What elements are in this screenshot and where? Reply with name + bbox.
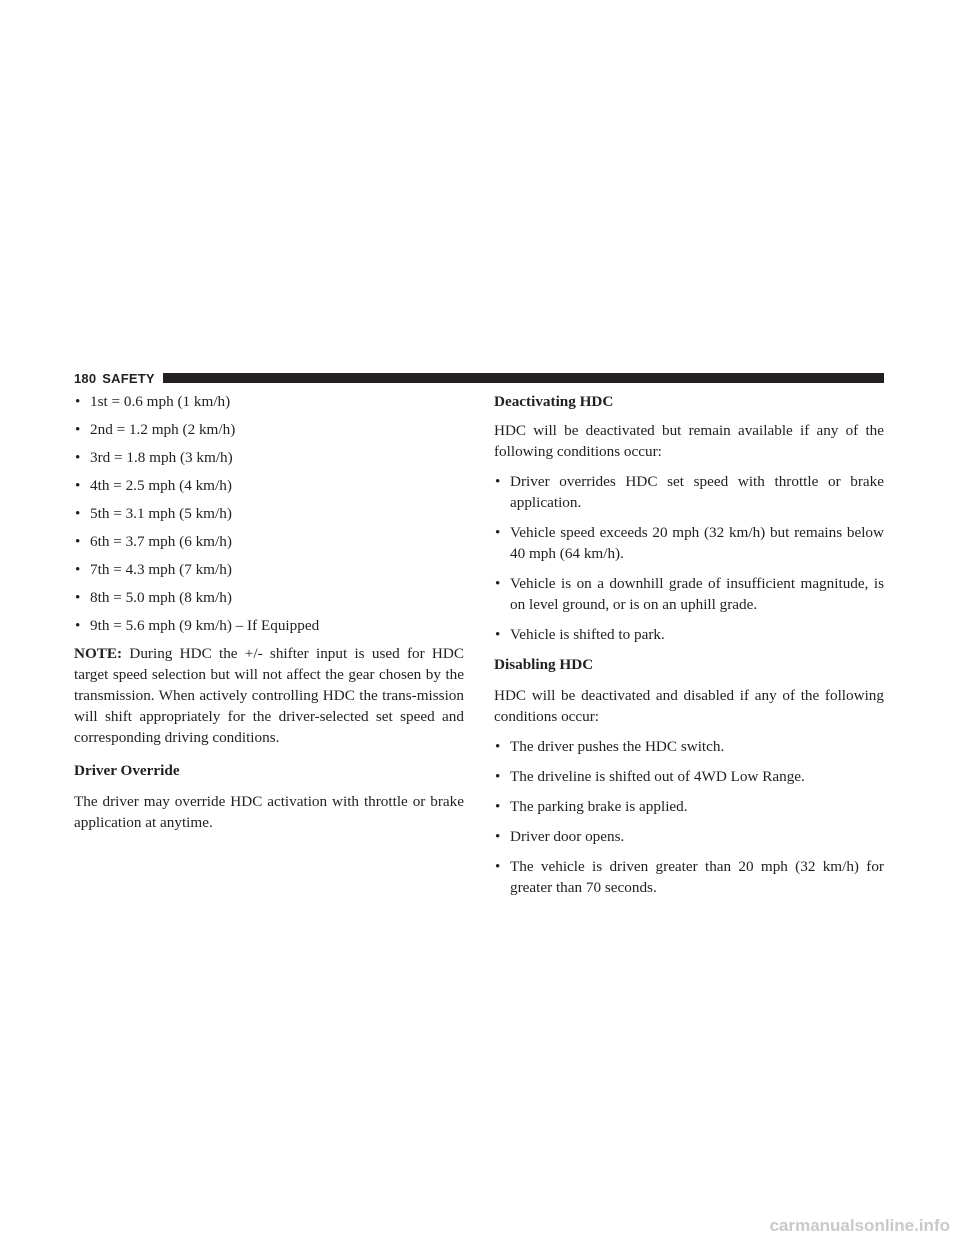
list-item: • The driver pushes the HDC switch. — [494, 736, 884, 757]
list-item: • 5th = 3.1 mph (5 km/h) — [74, 503, 464, 524]
list-item: • 7th = 4.3 mph (7 km/h) — [74, 559, 464, 580]
list-item: • Vehicle is on a downhill grade of insufficient magnitude, is on level ground, or is on an uphill grade. — [494, 573, 884, 615]
list-item: • The driveline is shifted out of 4WD Low Range. — [494, 766, 884, 787]
list-item: • Driver overrides HDC set speed with throttle or brake application. — [494, 471, 884, 513]
page-number: 180 — [74, 370, 97, 386]
list-item: • 6th = 3.7 mph (6 km/h) — [74, 531, 464, 552]
deactivating-intro: HDC will be deactivated but remain available if any of the following conditions occur: — [494, 422, 884, 460]
list-item: • 3rd = 1.8 mph (3 km/h) — [74, 447, 464, 468]
disabling-heading: Disabling HDC — [494, 656, 594, 673]
left-column — [74, 391, 464, 833]
section-title: SAFETY — [102, 370, 155, 386]
list-item: • 8th = 5.0 mph (8 km/h) — [74, 587, 464, 608]
list-item: • 4th = 2.5 mph (4 km/h) — [74, 475, 464, 496]
note-text: During HDC the +/- shifter input is used for HDC target speed selection but will not affect the gear chosen by the transmission. When actively controlling HDC the trans-mission will shift appropriately for the driver-selected set speed and corresponding driving conditions. — [74, 645, 464, 746]
list-item: • 1st = 0.6 mph (1 km/h) — [74, 391, 464, 412]
header-rule — [163, 373, 884, 383]
list-item: • Vehicle is shifted to park. — [494, 624, 884, 645]
disabling-list — [494, 736, 884, 898]
list-item: • 2nd = 1.2 mph (2 km/h) — [74, 419, 464, 440]
list-item: • 9th = 5.6 mph (9 km/h) – If Equipped — [74, 615, 464, 636]
list-item: • Vehicle speed exceeds 20 mph (32 km/h) but remains below 40 mph (64 km/h). — [494, 522, 884, 564]
page-header — [74, 370, 884, 386]
deactivating-heading: Deactivating HDC — [494, 393, 614, 410]
list-item: • Driver door opens. — [494, 826, 884, 847]
note-label: NOTE: — [74, 645, 123, 662]
driver-override-text: The driver may override HDC activation with throttle or brake application at anytime. — [74, 793, 464, 831]
driver-override-heading: Driver Override — [74, 762, 180, 779]
gear-speed-list — [74, 391, 464, 636]
watermark: carmanualsonline.info — [769, 1216, 950, 1235]
deactivating-list — [494, 471, 884, 645]
right-column — [494, 391, 884, 907]
disabling-intro: HDC will be deactivated and disabled if any of the following conditions occur: — [494, 687, 884, 725]
note-paragraph — [74, 643, 464, 748]
list-item: • The vehicle is driven greater than 20 mph (32 km/h) for greater than 70 seconds. — [494, 856, 884, 898]
list-item: • The parking brake is applied. — [494, 796, 884, 817]
